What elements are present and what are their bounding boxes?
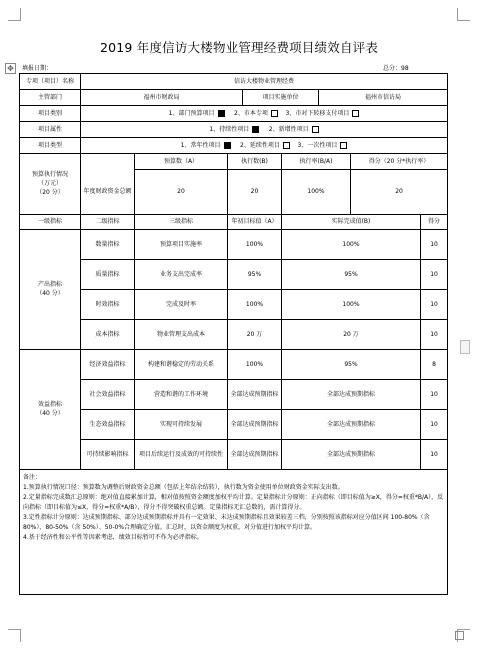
checkbox-icon[interactable] [271, 110, 278, 117]
score-value: 10 [421, 319, 448, 349]
attr-options [81, 122, 448, 138]
impl-label: 项目实施单位 [243, 90, 319, 106]
target-value: 全部达成预期指标 [228, 439, 282, 469]
total-score-label: 总分： [383, 65, 402, 72]
target-value: 全部达成预期指标 [228, 379, 282, 409]
type-label: 项目类型 [20, 138, 81, 154]
total-score-value: 98 [401, 65, 409, 72]
budget-header: 预算数（A） [135, 154, 228, 170]
target-value: 100% [228, 349, 282, 379]
table-resize-handle[interactable] [455, 631, 464, 640]
sub-indicator: 社会效益指标 [81, 379, 135, 409]
target-value: 100% [228, 229, 282, 259]
table-row [20, 122, 448, 138]
target-value: 95% [228, 259, 282, 289]
table-row [20, 214, 448, 229]
document-title: 2019 年度信访大楼物业管理经费项目绩效自评表 [99, 40, 379, 55]
table-row [20, 289, 448, 319]
indicator-header: 三级指标 [135, 214, 228, 229]
table-move-handle-icon[interactable]: ✥ [5, 63, 16, 74]
table-row [20, 170, 448, 215]
target-value: 20 万 [228, 319, 282, 349]
project-name-value: 信访大楼物业管理经费 [81, 74, 448, 90]
sub-indicator: 经济效益指标 [81, 349, 135, 379]
score-value: 10 [421, 409, 448, 439]
dept-value: 福州市财政局 [81, 90, 243, 106]
sub-indicator: 质量指标 [81, 259, 135, 289]
score-value: 10 [421, 229, 448, 259]
category-options [81, 106, 448, 122]
score-value: 10 [421, 379, 448, 409]
third-indicator: 实现可持续发展 [135, 409, 228, 439]
third-indicator: 预算项目实施率 [135, 229, 228, 259]
table-row [20, 154, 448, 170]
benefit-indicator-group [20, 349, 81, 469]
table-row [20, 349, 448, 379]
target-value: 100% [228, 289, 282, 319]
target-value: 全部达成预期指标 [228, 409, 282, 439]
notes-item: 4.基于经济性和公平性等因素考虑，绩效目标暂可不作为必评指标。 [23, 533, 203, 541]
third-indicator: 完成及时率 [135, 289, 228, 319]
table-row [20, 259, 448, 289]
actual-value: 全部达成预期指标 [282, 439, 421, 469]
notes-item: 2.定量指标完成数汇总原则：绝对值直接累加计算，相对值按照资金额度加权平均计算。定量指标计分原则：正向指标（即目标值为≥X，得分=权重*B/A），反向指标（即目标值为≤X，得分=权重*A/B），得分不得突破权重总额。定量指标无汇总数的，需计算得分。 [23, 493, 444, 511]
third-indicator: 营造和谐的工作环境 [135, 379, 228, 409]
benefit-indicator-score: （40 分） [36, 410, 64, 417]
budget-header: 执行率(B/A) [282, 154, 351, 170]
output-indicator-score: （40 分） [36, 290, 64, 297]
actual-value: 全部达成预期指标 [282, 379, 421, 409]
crop-mark-top-right [457, 8, 470, 21]
budget-label-line: 预算执行情况 [31, 171, 68, 179]
table-row [20, 106, 448, 122]
notes-item: 1.预算执行情况口径：预算数为调整后财政资金总额（包括上年结余结转），执行数为资金使用单位财政资金实际支出数。 [23, 483, 344, 491]
sub-indicator: 数量指标 [81, 229, 135, 259]
indicator-header: 实际完成值(B) [282, 214, 421, 229]
actual-value: 95% [282, 259, 421, 289]
third-indicator: 构建和谐稳定的劳动关系 [135, 349, 228, 379]
budget-value: 100% [282, 170, 351, 215]
actual-value: 100% [282, 229, 421, 259]
attr-option-2: 2、新增性项目 [268, 126, 309, 133]
table-row [20, 229, 448, 259]
table-row [20, 439, 448, 469]
table-row [20, 379, 448, 409]
dept-label: 主管部门 [20, 90, 81, 106]
indicator-header: 得分 [421, 214, 448, 229]
budget-sub-label: 年度财政资金总额 [81, 170, 135, 215]
table-row [20, 138, 448, 154]
indicator-header: 年初目标值（A） [228, 214, 282, 229]
budget-header: 得分（20 分*执行率） [351, 154, 448, 170]
score-value: 10 [421, 289, 448, 319]
actual-value: 100% [282, 289, 421, 319]
budget-value: 20 [135, 170, 228, 215]
checkbox-icon[interactable] [283, 142, 290, 149]
total-score [383, 63, 409, 72]
output-indicator-group [20, 229, 81, 349]
score-value: 8 [421, 349, 448, 379]
sub-indicator: 时效指标 [81, 289, 135, 319]
notes-item: 3.定性指标计分原则：达成预期指标、部分达成预期指标并具有一定效果、未达成预期指标且效果较差三档，分别按照该指标对应分值区间 100-80%（含 80%）、80-50%（含 50%）、50-0%合理确定分值。汇总时，以资金额度为权重，对分值进行加权平均计算。 [23, 513, 430, 531]
evaluation-table [19, 73, 448, 595]
type-options [81, 138, 448, 154]
category-option-1: 1、部门预算项目 [168, 110, 215, 117]
impl-value: 福州市信访局 [319, 90, 448, 106]
type-option-1: 1、常年性项目 [180, 142, 221, 149]
actual-value: 20 万 [282, 319, 421, 349]
checkbox-checked-icon[interactable] [252, 126, 259, 133]
table-row [20, 74, 448, 90]
sub-indicator: 生态效益指标 [81, 409, 135, 439]
output-indicator-name: 产出指标 [37, 281, 62, 288]
budget-label-line: （20 分） [36, 189, 64, 197]
budget-value: 20 [228, 170, 282, 215]
third-indicator: 业务支出完成率 [135, 259, 228, 289]
category-option-3: 3、市对下转移支付项目 [285, 110, 350, 117]
indicator-header: 一级指标 [20, 214, 81, 229]
checkbox-icon[interactable] [340, 142, 347, 149]
type-option-3: 3、一次性项目 [297, 142, 338, 149]
checkbox-icon[interactable] [312, 126, 319, 133]
crop-mark-top-left [8, 8, 21, 21]
budget-label-line: （万元） [37, 180, 62, 188]
category-option-2: 2、市本专项 [234, 110, 268, 117]
checkbox-checked-icon[interactable] [224, 142, 231, 149]
project-name-label: 专项（项目）名称 [20, 74, 81, 90]
type-option-2: 2、延续性项目 [240, 142, 280, 149]
sub-indicator: 成本指标 [81, 319, 135, 349]
score-value: 10 [421, 439, 448, 469]
notes-cell [20, 469, 448, 594]
notes-heading: 备注： [23, 473, 42, 481]
fill-date-label: 填报日期： [22, 65, 53, 72]
checkbox-icon[interactable] [352, 110, 359, 117]
attr-label: 项目属性 [20, 122, 81, 138]
page-side-handle[interactable] [460, 340, 470, 354]
third-indicator: 项目后续运行及成效的可持续性 [135, 439, 228, 469]
attr-option-1: 1、持续性项目 [209, 126, 250, 133]
checkbox-checked-icon[interactable] [218, 110, 225, 117]
table-row [20, 90, 448, 106]
blank-cell [81, 154, 135, 170]
actual-value: 全部达成预期指标 [282, 409, 421, 439]
indicator-header: 二级指标 [81, 214, 135, 229]
budget-label [20, 154, 81, 215]
budget-header: 执行数(B) [228, 154, 282, 170]
score-value: 10 [421, 259, 448, 289]
table-row [20, 469, 448, 594]
table-row [20, 409, 448, 439]
sub-indicator: 可持续影响指标 [81, 439, 135, 469]
budget-value: 20 [351, 170, 448, 215]
category-label: 项目类别 [20, 106, 81, 122]
third-indicator: 物业管理支出成本 [135, 319, 228, 349]
actual-value: 95% [282, 349, 421, 379]
crop-mark-bottom-left [8, 629, 21, 642]
benefit-indicator-name: 效益指标 [37, 401, 62, 408]
table-row [20, 319, 448, 349]
